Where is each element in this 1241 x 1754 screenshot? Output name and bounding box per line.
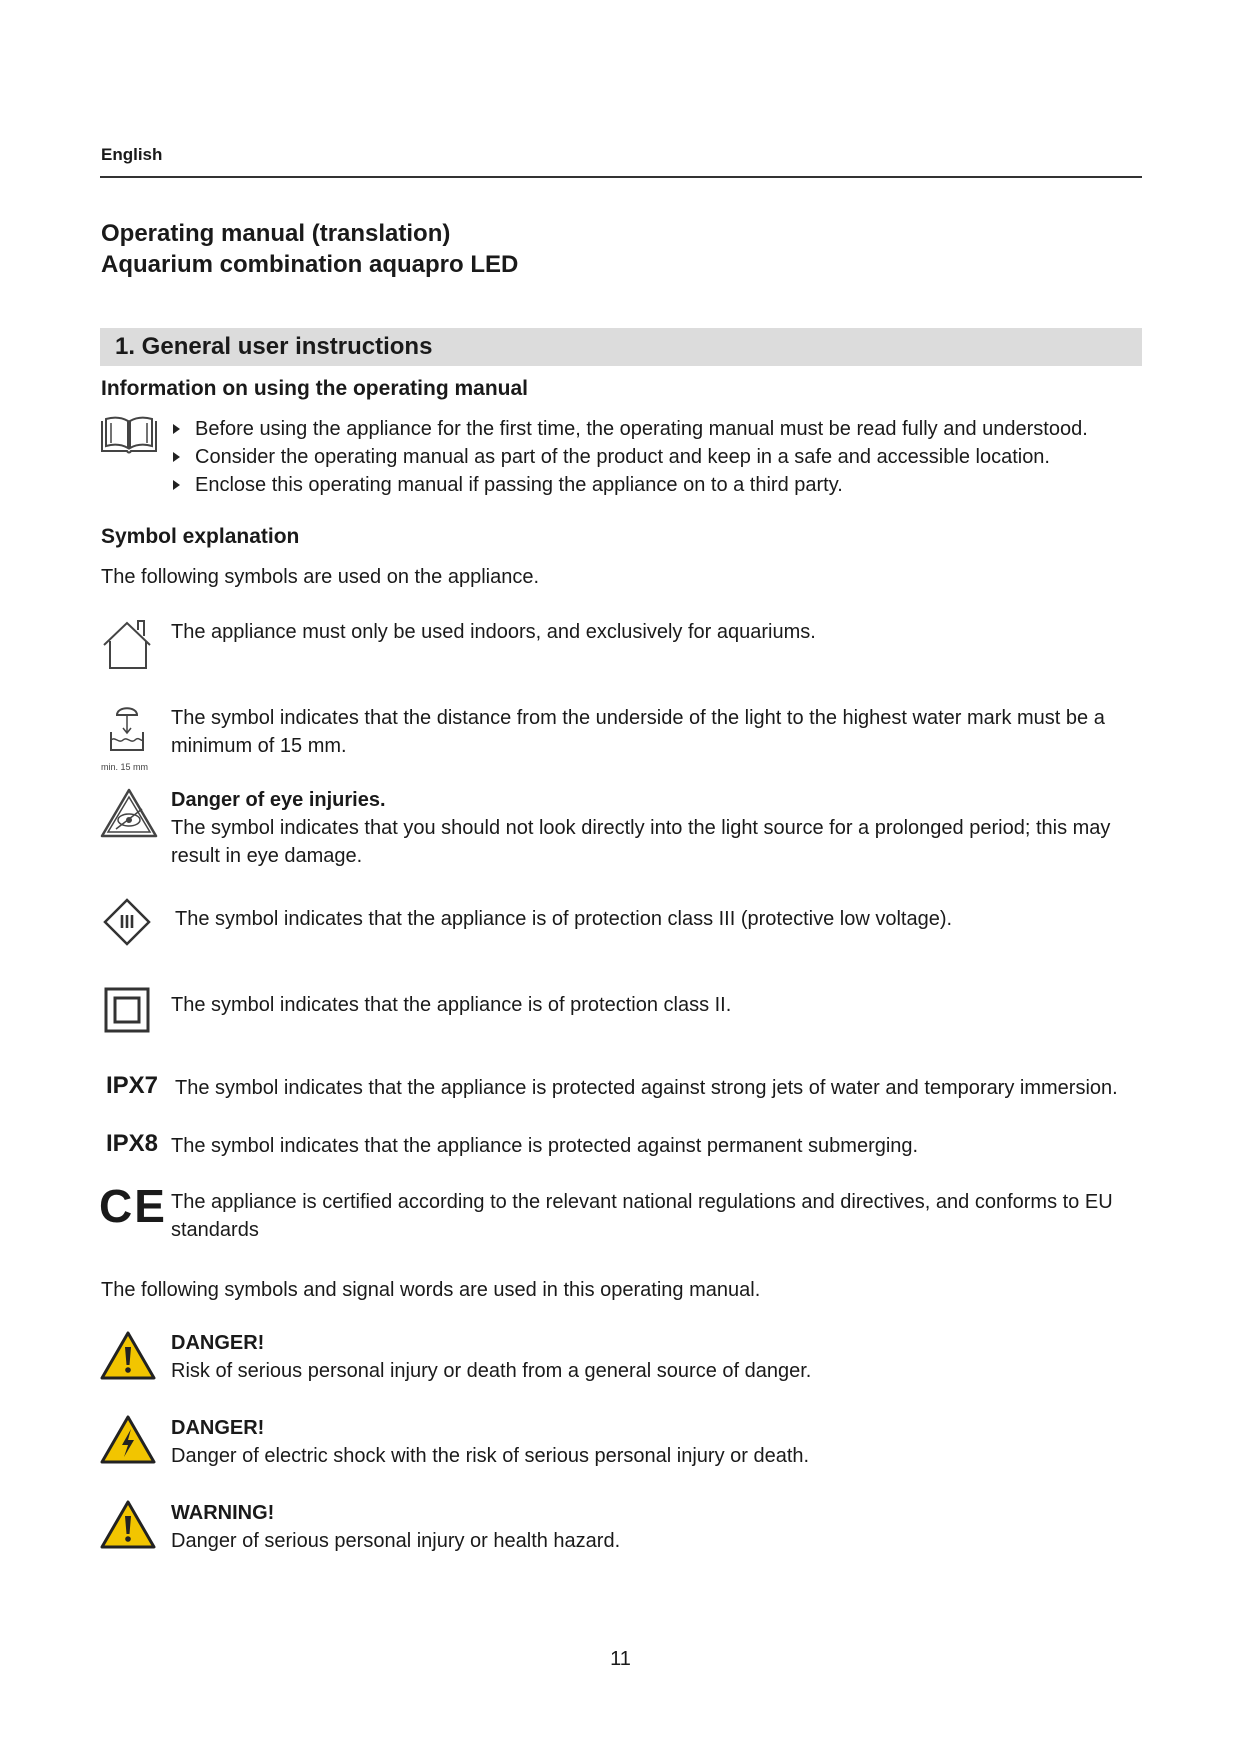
ipx8-label: IPX8 bbox=[106, 1130, 159, 1157]
min-distance-icon bbox=[103, 702, 151, 763]
distance-text: The symbol indicates that the distance from the underside of the light to the highest water mark must be a minimum of 15 mm. bbox=[171, 707, 1105, 757]
indoor-house-icon bbox=[100, 617, 156, 676]
section-heading: 1. General user instructions bbox=[115, 333, 433, 360]
book-icon bbox=[99, 415, 159, 462]
page-number: 11 bbox=[610, 1648, 631, 1670]
danger-electric-text: Danger of electric shock with the risk of serious personal injury or death. bbox=[171, 1445, 810, 1467]
ipx7-label: IPX7 bbox=[106, 1072, 159, 1099]
min-distance-icon-label: min. 15 mm bbox=[101, 762, 149, 772]
list-item: Before using the appliance for the first time, the operating manual must be read fully and understood. bbox=[170, 415, 1130, 443]
warning-title: WARNING! bbox=[171, 1502, 275, 1524]
list-item: Consider the operating manual as part of the product and keep in a safe and accessible location. bbox=[170, 443, 1130, 471]
warning-text: Danger of serious personal injury or health hazard. bbox=[171, 1530, 621, 1552]
indoor-text: The appliance must only be used indoors, and exclusively for aquariums. bbox=[171, 621, 816, 643]
protection-class-3-text: The symbol indicates that the appliance is of protection class III (protective low voltage). bbox=[175, 908, 953, 930]
section-heading-bar bbox=[100, 328, 1142, 366]
ce-mark-icon: CE bbox=[99, 1180, 167, 1232]
electric-shock-warning-icon bbox=[99, 1414, 157, 1471]
symbols-intro: The following symbols are used on the appliance. bbox=[101, 566, 540, 588]
list-item: Enclose this operating manual if passing the appliance on to a third party. bbox=[170, 471, 1130, 499]
eye-danger-icon bbox=[99, 787, 159, 844]
product-title: Aquarium combination aquapro LED bbox=[101, 251, 519, 278]
signals-intro: The following symbols and signal words are used in this operating manual. bbox=[101, 1279, 761, 1301]
protection-class-3-label: III bbox=[119, 912, 135, 932]
symbol-explanation-heading: Symbol explanation bbox=[101, 525, 300, 548]
info-bullet-list bbox=[170, 415, 1130, 499]
eye-danger-title: Danger of eye injuries. bbox=[171, 789, 386, 811]
protection-class-2-text: The symbol indicates that the appliance is of protection class II. bbox=[171, 994, 732, 1016]
ipx8-text: The symbol indicates that the appliance is protected against permanent submerging. bbox=[171, 1135, 919, 1157]
warning-exclamation-icon bbox=[99, 1330, 157, 1387]
eye-danger-text: The symbol indicates that you should not look directly into the light source for a prolonged period; this may result in eye damage. bbox=[171, 817, 1111, 867]
document-title: Operating manual (translation) bbox=[101, 220, 451, 247]
protection-class-2-icon bbox=[104, 987, 150, 1038]
language-label: English bbox=[101, 145, 163, 164]
danger-general-title: DANGER! bbox=[171, 1332, 265, 1354]
ce-text: The appliance is certified according to the relevant national regulations and directives, and conforms to EU standards bbox=[171, 1191, 1113, 1241]
header-rule bbox=[100, 176, 1142, 178]
danger-electric-title: DANGER! bbox=[171, 1417, 265, 1439]
info-heading: Information on using the operating manual bbox=[101, 377, 529, 400]
danger-general-text: Risk of serious personal injury or death from a general source of danger. bbox=[171, 1360, 812, 1382]
protection-class-3-icon bbox=[103, 898, 151, 946]
ipx7-text: The symbol indicates that the appliance is protected against strong jets of water and temporary immersion. bbox=[175, 1077, 1118, 1099]
warning-exclamation-icon bbox=[99, 1499, 157, 1556]
